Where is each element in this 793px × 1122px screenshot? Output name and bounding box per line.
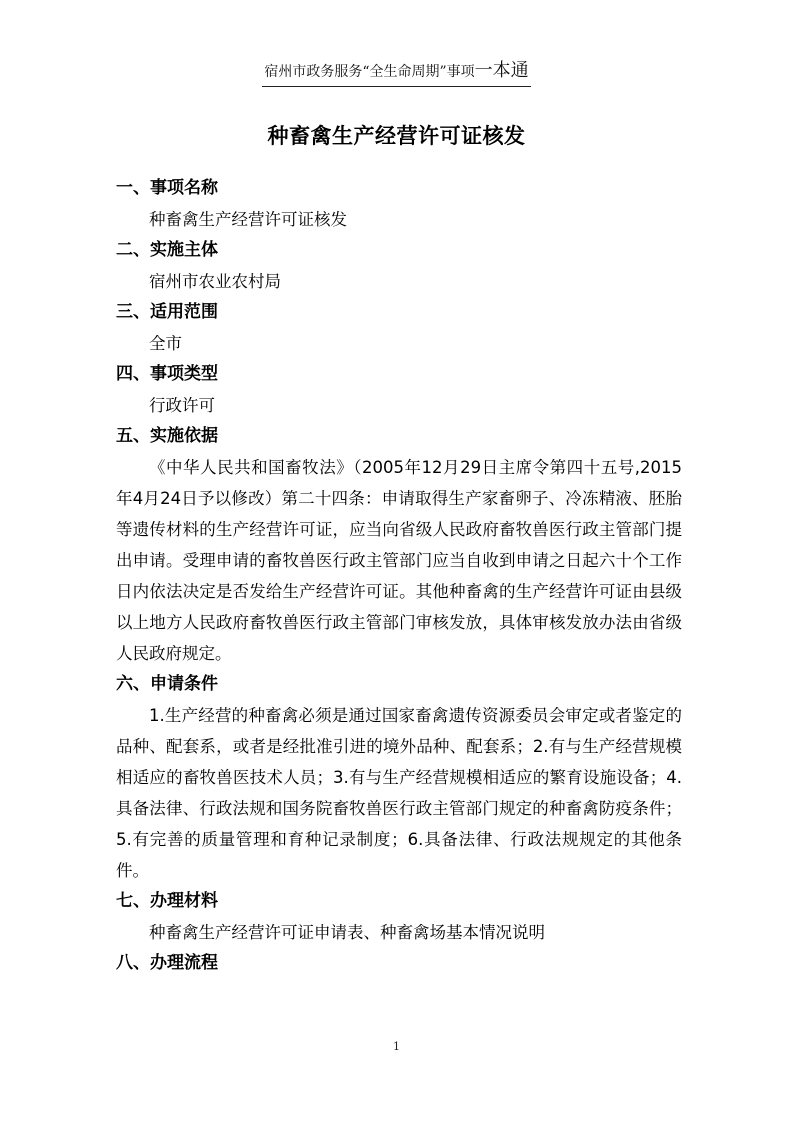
running-header <box>0 56 793 87</box>
section-body-implementing-body: 宿州市农业农村局 <box>149 272 281 291</box>
document-content <box>116 173 682 979</box>
section-heading-item-name: 一、事项名称 <box>116 178 218 198</box>
section-body-item-type: 行政许可 <box>149 396 215 415</box>
section-heading-process: 八、办理流程 <box>116 953 218 973</box>
section-heading-conditions: 六、申请条件 <box>116 674 218 694</box>
document-title: 种畜禽生产经营许可证核发 <box>267 124 526 148</box>
section-heading-scope: 三、适用范围 <box>116 302 218 322</box>
running-header-main: 宿州市政务服务“全生命周期”事项 <box>264 64 475 80</box>
section-heading-materials: 七、办理材料 <box>116 891 218 911</box>
running-header-tail: 一本通 <box>474 60 529 81</box>
section-heading-implementing-body: 二、实施主体 <box>116 240 218 260</box>
section-heading-legal-basis: 五、实施依据 <box>116 426 218 446</box>
section-body-conditions: 1.生产经营的种畜禽必须是通过国家畜禽遗传资源委员会审定或者鉴定的品种、配套系，或者是经批准引进的境外品种、配套系；2.有与生产经营规模相适应的畜牧兽医技术人员；3.有与生产经营规模相适应的繁育设施设备；4.具备法律、行政法规和国务院畜牧兽医行政主管部门规定的种畜禽防疫条件；5.有完善的质量管理和育种记录制度；6.具备法律、行政法规规定的其他条件。 <box>116 706 682 880</box>
section-body-materials: 种畜禽生产经营许可证申请表、种畜禽场基本情况说明 <box>149 923 545 942</box>
running-header-box <box>262 58 530 87</box>
section-body-scope: 全市 <box>149 334 182 353</box>
section-heading-item-type: 四、事项类型 <box>116 364 218 384</box>
page-number: 1 <box>393 1040 400 1053</box>
section-body-legal-basis: 《中华人民共和国畜牧法》（2005年12月29日主席令第四十五号,2015年4月24日予以修改）第二十四条：申请取得生产家畜卵子、冷冻精液、胚胎等遗传材料的生产经营许可证，应当向省级人民政府畜牧兽医行政主管部门提出申请。受理申请的畜牧兽医行政主管部门应当自收到申请之日起六十个工作日内依法决定是否发给生产经营许可证。其他种畜禽的生产经营许可证由县级以上地方人民政府畜牧兽医行政主管部门审核发放，具体审核发放办法由省级人民政府规定。 <box>116 458 682 663</box>
section-body-item-name: 种畜禽生产经营许可证核发 <box>149 210 347 229</box>
